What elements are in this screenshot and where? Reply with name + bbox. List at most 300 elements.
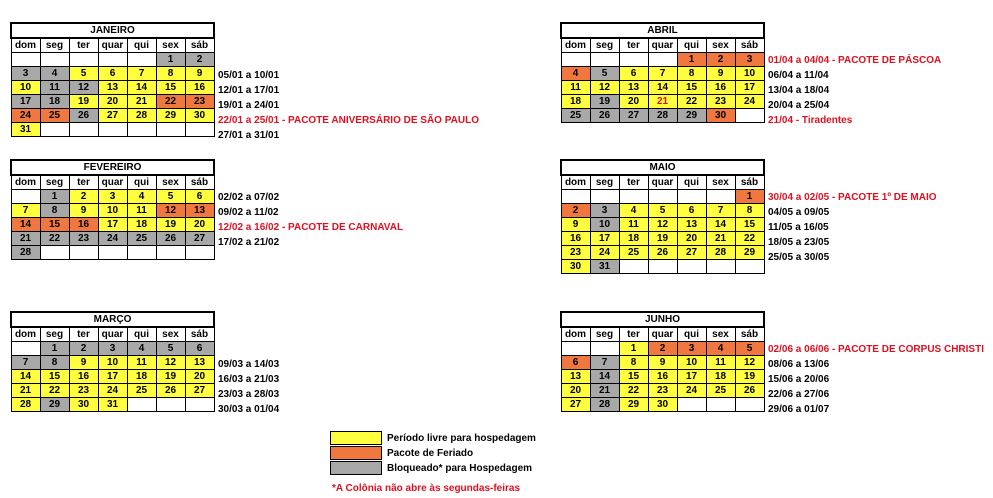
weekday-header: ter	[69, 175, 98, 190]
day-cell: 30	[561, 260, 590, 274]
day-cell: 23	[648, 384, 677, 398]
day-cell: 27	[98, 109, 127, 123]
day-cell: 7	[11, 356, 40, 370]
weekday-header: ter	[619, 175, 648, 190]
day-cell: 16	[185, 81, 214, 95]
day-cell: 6	[677, 204, 706, 218]
day-cell: 14	[127, 81, 156, 95]
month-title: MAIO	[561, 160, 764, 175]
weekday-header: ter	[619, 327, 648, 342]
day-cell: 1	[40, 342, 69, 356]
day-cell: 15	[40, 218, 69, 232]
day-cell: 12	[590, 81, 619, 95]
day-cell: 19	[156, 370, 185, 384]
stay-period-note: 09/02 a 11/02	[218, 207, 279, 218]
month-title: MARÇO	[11, 312, 214, 327]
week-row	[561, 53, 764, 67]
day-cell: 6	[185, 190, 214, 204]
day-cell: 30	[706, 109, 735, 123]
day-cell: 9	[185, 67, 214, 81]
day-cell: 7	[648, 67, 677, 81]
day-cell: 23	[706, 95, 735, 109]
empty-cell	[735, 260, 764, 274]
day-cell: 6	[98, 67, 127, 81]
week-row	[561, 81, 764, 95]
weekday-header: sex	[156, 175, 185, 190]
empty-cell	[69, 123, 98, 137]
empty-cell	[706, 398, 735, 412]
day-cell: 3	[98, 190, 127, 204]
day-cell: 21	[11, 384, 40, 398]
day-cell: 1	[677, 53, 706, 67]
week-row	[561, 260, 764, 274]
day-cell: 6	[619, 67, 648, 81]
month-title: JUNHO	[561, 312, 764, 327]
week-row	[11, 370, 214, 384]
day-cell: 16	[69, 218, 98, 232]
day-cell: 17	[590, 232, 619, 246]
empty-cell	[677, 260, 706, 274]
week-row	[11, 67, 214, 81]
day-cell: 4	[561, 67, 590, 81]
day-cell: 13	[619, 81, 648, 95]
day-cell: 18	[619, 232, 648, 246]
weekday-header: qui	[677, 38, 706, 53]
day-cell: 18	[706, 370, 735, 384]
day-cell: 20	[561, 384, 590, 398]
day-cell: 11	[40, 81, 69, 95]
week-row	[11, 109, 214, 123]
day-cell: 29	[40, 398, 69, 412]
day-cell: 22	[40, 232, 69, 246]
day-cell: 18	[127, 370, 156, 384]
weekday-header: sáb	[185, 38, 214, 53]
weekday-header: seg	[40, 38, 69, 53]
holiday-package-note: 02/06 a 06/06 - PACOTE DE CORPUS CHRISTI	[768, 344, 984, 355]
day-cell: 24	[98, 384, 127, 398]
day-cell: 8	[40, 356, 69, 370]
day-cell: 11	[127, 204, 156, 218]
empty-cell	[98, 53, 127, 67]
empty-cell	[677, 190, 706, 204]
empty-cell	[619, 53, 648, 67]
weekday-header: ter	[69, 327, 98, 342]
day-cell: 7	[11, 204, 40, 218]
day-cell: 14	[590, 370, 619, 384]
day-cell: 21	[706, 232, 735, 246]
week-row	[11, 232, 214, 246]
day-cell: 10	[677, 356, 706, 370]
day-cell: 2	[561, 204, 590, 218]
weekday-header: seg	[590, 175, 619, 190]
day-cell: 12	[156, 356, 185, 370]
day-cell: 5	[735, 342, 764, 356]
stay-period-note: 23/03 a 28/03	[218, 389, 280, 400]
week-row	[11, 218, 214, 232]
day-cell: 4	[127, 342, 156, 356]
month-table	[560, 22, 765, 123]
week-row	[11, 190, 214, 204]
day-cell: 22	[619, 384, 648, 398]
day-cell: 27	[677, 246, 706, 260]
stay-period-note: 25/05 a 30/05	[768, 252, 830, 263]
day-cell: 12	[648, 218, 677, 232]
weekday-header: sex	[156, 38, 185, 53]
day-cell: 5	[156, 190, 185, 204]
empty-cell	[156, 398, 185, 412]
day-cell: 17	[98, 218, 127, 232]
day-cell: 24	[735, 95, 764, 109]
day-cell: 15	[40, 370, 69, 384]
weekday-header: qui	[677, 327, 706, 342]
day-cell: 17	[735, 81, 764, 95]
day-cell: 2	[69, 342, 98, 356]
day-cell: 4	[706, 342, 735, 356]
day-cell: 20	[185, 370, 214, 384]
day-cell: 27	[185, 232, 214, 246]
day-cell: 21	[11, 232, 40, 246]
day-cell: 16	[648, 370, 677, 384]
empty-cell	[648, 260, 677, 274]
day-cell: 10	[98, 204, 127, 218]
month-table	[10, 159, 215, 260]
day-cell: 21	[590, 384, 619, 398]
month-junho	[560, 311, 765, 412]
day-cell: 7	[590, 356, 619, 370]
day-cell: 28	[127, 109, 156, 123]
day-cell: 1	[40, 190, 69, 204]
day-cell: 20	[677, 232, 706, 246]
day-cell: 15	[156, 81, 185, 95]
day-cell: 28	[706, 246, 735, 260]
weekday-header: qui	[127, 327, 156, 342]
weekday-header: sáb	[185, 175, 214, 190]
empty-cell	[735, 398, 764, 412]
week-row	[11, 342, 214, 356]
empty-cell	[11, 53, 40, 67]
stay-period-note: 18/05 a 23/05	[768, 237, 830, 248]
day-cell: 3	[98, 342, 127, 356]
day-cell: 29	[619, 398, 648, 412]
day-cell: 23	[69, 384, 98, 398]
empty-cell	[619, 190, 648, 204]
month-março	[10, 311, 215, 412]
day-cell: 8	[40, 204, 69, 218]
weekday-header: seg	[40, 175, 69, 190]
weekday-header: seg	[590, 327, 619, 342]
empty-cell	[648, 53, 677, 67]
weekday-header: sáb	[735, 175, 764, 190]
stay-period-note: 11/05 a 16/05	[768, 222, 829, 233]
day-cell: 25	[619, 246, 648, 260]
day-cell: 3	[11, 67, 40, 81]
stay-period-note: 12/01 a 17/01	[218, 85, 280, 96]
day-cell: 20	[98, 95, 127, 109]
weekday-header: dom	[11, 327, 40, 342]
empty-cell	[127, 398, 156, 412]
week-row	[561, 356, 764, 370]
month-table	[560, 311, 765, 412]
day-cell: 24	[677, 384, 706, 398]
empty-cell	[98, 246, 127, 260]
day-cell: 18	[127, 218, 156, 232]
day-cell: 18	[561, 95, 590, 109]
day-cell: 24	[590, 246, 619, 260]
day-cell: 11	[619, 218, 648, 232]
day-cell: 9	[69, 204, 98, 218]
weekday-header: seg	[40, 327, 69, 342]
day-cell: 24	[11, 109, 40, 123]
weekday-header: qui	[677, 175, 706, 190]
day-cell: 3	[590, 204, 619, 218]
day-cell: 10	[98, 356, 127, 370]
day-cell: 1	[619, 342, 648, 356]
day-cell: 12	[735, 356, 764, 370]
empty-cell	[40, 246, 69, 260]
week-row	[561, 67, 764, 81]
day-cell: 27	[185, 384, 214, 398]
empty-cell	[185, 246, 214, 260]
empty-cell	[648, 190, 677, 204]
day-cell: 7	[706, 204, 735, 218]
week-row	[561, 232, 764, 246]
day-cell: 29	[735, 246, 764, 260]
day-cell: 21	[648, 95, 677, 109]
day-cell: 1	[735, 190, 764, 204]
stay-period-note: 08/06 a 13/06	[768, 359, 830, 370]
day-cell: 9	[561, 218, 590, 232]
day-cell: 26	[735, 384, 764, 398]
week-row	[561, 246, 764, 260]
week-row	[561, 342, 764, 356]
stay-period-note: 27/01 a 31/01	[218, 130, 280, 141]
day-cell: 23	[69, 232, 98, 246]
weekday-header: sex	[706, 38, 735, 53]
weekday-header: quar	[648, 175, 677, 190]
empty-cell	[677, 398, 706, 412]
month-table	[560, 159, 765, 274]
day-cell: 4	[40, 67, 69, 81]
day-cell: 23	[561, 246, 590, 260]
day-cell: 16	[69, 370, 98, 384]
day-cell: 15	[735, 218, 764, 232]
empty-cell	[619, 260, 648, 274]
empty-cell	[69, 246, 98, 260]
day-cell: 5	[69, 67, 98, 81]
weekday-header: dom	[11, 175, 40, 190]
weekday-header: qui	[127, 38, 156, 53]
day-cell: 8	[156, 67, 185, 81]
day-cell: 13	[561, 370, 590, 384]
stay-period-note: 04/05 a 09/05	[768, 207, 830, 218]
day-cell: 28	[648, 109, 677, 123]
weekday-header: sex	[706, 175, 735, 190]
day-cell: 25	[561, 109, 590, 123]
empty-cell	[561, 53, 590, 67]
empty-cell	[590, 190, 619, 204]
holiday-package-note: 12/02 a 16/02 - PACOTE DE CARNAVAL	[218, 222, 404, 233]
stay-period-note: 30/03 a 01/04	[218, 404, 280, 415]
day-cell: 25	[40, 109, 69, 123]
week-row	[11, 204, 214, 218]
day-cell: 30	[648, 398, 677, 412]
day-cell: 20	[185, 218, 214, 232]
day-cell: 25	[127, 232, 156, 246]
weekday-header: ter	[69, 38, 98, 53]
day-cell: 17	[11, 95, 40, 109]
weekday-header: sáb	[735, 327, 764, 342]
weekday-header: sex	[156, 327, 185, 342]
day-cell: 26	[156, 384, 185, 398]
weekday-header: quar	[648, 327, 677, 342]
day-cell: 3	[677, 342, 706, 356]
week-row	[561, 218, 764, 232]
legend-swatch-holiday	[330, 446, 382, 460]
week-row	[11, 246, 214, 260]
weekday-header: quar	[648, 38, 677, 53]
holiday-package-note: 01/04 a 04/04 - PACOTE DE PÁSCOA	[768, 55, 942, 66]
weekday-header: quar	[98, 175, 127, 190]
day-cell: 11	[706, 356, 735, 370]
empty-cell	[156, 123, 185, 137]
day-cell: 7	[127, 67, 156, 81]
day-cell: 18	[40, 95, 69, 109]
week-row	[561, 109, 764, 123]
day-cell: 28	[11, 246, 40, 260]
day-cell: 4	[619, 204, 648, 218]
stay-period-note: 20/04 a 25/04	[768, 100, 830, 111]
day-cell: 14	[706, 218, 735, 232]
empty-cell	[69, 53, 98, 67]
empty-cell	[40, 53, 69, 67]
legend-swatch-free	[330, 431, 382, 445]
empty-cell	[156, 246, 185, 260]
day-cell: 2	[706, 53, 735, 67]
day-cell: 3	[735, 53, 764, 67]
empty-cell	[590, 342, 619, 356]
day-cell: 2	[648, 342, 677, 356]
day-cell: 30	[69, 398, 98, 412]
holiday-package-note: 30/04 a 02/05 - PACOTE 1º DE MAIO	[768, 192, 937, 203]
holiday-package-note: 21/04 - Tiradentes	[768, 115, 853, 126]
month-title: FEVEREIRO	[11, 160, 214, 175]
weekday-header: dom	[561, 327, 590, 342]
weekday-header: dom	[561, 38, 590, 53]
week-row	[561, 370, 764, 384]
weekday-header: qui	[127, 175, 156, 190]
week-row	[561, 190, 764, 204]
stay-period-note: 09/03 a 14/03	[218, 359, 280, 370]
stay-period-note: 22/06 a 27/06	[768, 389, 830, 400]
stay-period-note: 05/01 a 10/01	[218, 70, 280, 81]
day-cell: 30	[185, 109, 214, 123]
month-title: ABRIL	[561, 23, 764, 38]
stay-period-note: 17/02 a 21/02	[218, 237, 280, 248]
day-cell: 2	[69, 190, 98, 204]
day-cell: 4	[127, 190, 156, 204]
empty-cell	[11, 342, 40, 356]
empty-cell	[735, 109, 764, 123]
day-cell: 29	[156, 109, 185, 123]
day-cell: 23	[185, 95, 214, 109]
legend-label: Pacote de Feriado	[387, 448, 474, 459]
day-cell: 2	[185, 53, 214, 67]
day-cell: 9	[706, 67, 735, 81]
footnote: *A Colônia não abre às segundas-feiras	[332, 483, 521, 494]
day-cell: 20	[619, 95, 648, 109]
day-cell: 5	[648, 204, 677, 218]
day-cell: 25	[706, 384, 735, 398]
empty-cell	[185, 398, 214, 412]
week-row	[561, 204, 764, 218]
empty-cell	[706, 260, 735, 274]
week-row	[561, 398, 764, 412]
week-row	[11, 95, 214, 109]
empty-cell	[706, 190, 735, 204]
empty-cell	[127, 53, 156, 67]
week-row	[11, 81, 214, 95]
weekday-header: seg	[590, 38, 619, 53]
day-cell: 6	[185, 342, 214, 356]
weekday-header: ter	[619, 38, 648, 53]
month-janeiro	[10, 22, 215, 137]
stay-period-note: 13/04 a 18/04	[768, 85, 830, 96]
legend-swatch-blocked	[330, 461, 382, 475]
day-cell: 5	[156, 342, 185, 356]
day-cell: 15	[619, 370, 648, 384]
day-cell: 13	[98, 81, 127, 95]
weekday-header: quar	[98, 327, 127, 342]
week-row	[11, 123, 214, 137]
day-cell: 26	[648, 246, 677, 260]
week-row	[561, 384, 764, 398]
day-cell: 26	[69, 109, 98, 123]
day-cell: 24	[98, 232, 127, 246]
day-cell: 19	[156, 218, 185, 232]
day-cell: 9	[69, 356, 98, 370]
day-cell: 5	[590, 67, 619, 81]
day-cell: 1	[156, 53, 185, 67]
day-cell: 8	[677, 67, 706, 81]
day-cell: 10	[735, 67, 764, 81]
stay-period-note: 02/02 a 07/02	[218, 192, 280, 203]
month-table	[10, 22, 215, 137]
day-cell: 13	[677, 218, 706, 232]
day-cell: 22	[677, 95, 706, 109]
day-cell: 11	[561, 81, 590, 95]
empty-cell	[185, 123, 214, 137]
week-row	[11, 398, 214, 412]
day-cell: 27	[561, 398, 590, 412]
day-cell: 22	[735, 232, 764, 246]
day-cell: 28	[590, 398, 619, 412]
day-cell: 6	[561, 356, 590, 370]
stay-period-note: 16/03 a 21/03	[218, 374, 280, 385]
empty-cell	[40, 123, 69, 137]
week-row	[11, 356, 214, 370]
day-cell: 22	[40, 384, 69, 398]
day-cell: 29	[677, 109, 706, 123]
legend-label: Período livre para hospedagem	[387, 433, 536, 444]
stay-period-note: 06/04 a 11/04	[768, 70, 829, 81]
stay-period-note: 19/01 a 24/01	[218, 100, 280, 111]
weekday-header: sáb	[185, 327, 214, 342]
day-cell: 22	[156, 95, 185, 109]
day-cell: 8	[619, 356, 648, 370]
day-cell: 25	[127, 384, 156, 398]
day-cell: 31	[98, 398, 127, 412]
weekday-header: quar	[98, 38, 127, 53]
